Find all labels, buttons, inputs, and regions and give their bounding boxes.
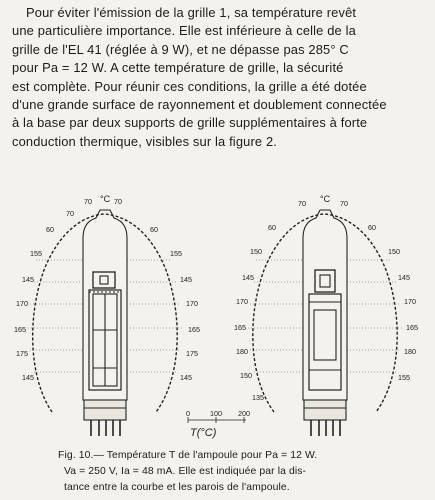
right-unit-label: °C xyxy=(320,194,331,204)
right-side-label: 150 xyxy=(388,247,400,256)
right-side-label: 180 xyxy=(404,347,416,356)
right-side-label: 155 xyxy=(170,249,182,258)
left-side-label: 165 xyxy=(234,323,246,332)
left-side-label: 145 xyxy=(22,373,34,382)
left-side-label: 145 xyxy=(242,273,254,282)
right-top-label: 70 xyxy=(298,199,306,208)
right-side-label: 155 xyxy=(398,373,410,382)
paragraph-line: une particulière importance. Elle est inférieure à celle de la xyxy=(12,23,356,39)
left-top-label: 70 xyxy=(66,209,74,218)
left-top-label: 70 xyxy=(84,197,92,206)
right-side-label: 60 xyxy=(368,223,376,232)
left-side-label: 60 xyxy=(46,225,54,234)
figure-caption xyxy=(58,448,418,496)
right-side-label: 145 xyxy=(180,275,192,284)
left-tube-pins xyxy=(91,420,120,436)
paragraph-line: pour Pa = 12 W. A cette température de grille, la sécurité xyxy=(12,60,344,76)
paragraph-line: grille de l'EL 41 (réglée à 9 W), et ne dépasse pas 285° C xyxy=(12,41,349,57)
right-leader-lines xyxy=(248,260,402,372)
left-side-label: 170 xyxy=(236,297,248,306)
left-side-label: 165 xyxy=(14,325,26,334)
paragraph-line: à la base par deux supports de grille supplémentaires à forte xyxy=(12,115,368,131)
left-top-label: 70 xyxy=(114,197,122,206)
left-tube-base xyxy=(84,400,126,420)
caption-line: Fig. 10.— Température T de l'ampoule pour Pa = 12 W. xyxy=(58,450,318,461)
paragraph-line: conduction thermique, visibles sur la figure 2. xyxy=(12,133,277,149)
paragraph-line: est complète. Pour réunir ces conditions, la grille a été dotée xyxy=(12,78,367,94)
left-side-label: 180 xyxy=(236,347,248,356)
right-top-label: 70 xyxy=(340,199,348,208)
right-side-label: 165 xyxy=(406,323,418,332)
right-tube-drawing xyxy=(303,210,347,436)
scale-tick-label: 200 xyxy=(238,409,250,418)
tube-temperature-figure xyxy=(0,190,435,450)
left-tube-drawing xyxy=(83,210,127,436)
left-side-label: 175 xyxy=(16,349,28,358)
right-tube-base xyxy=(304,400,346,420)
paragraph-line: d'une grande surface de rayonnement et doublement connectée xyxy=(12,97,387,113)
left-side-label: 60 xyxy=(268,223,276,232)
scale-tick-label: 100 xyxy=(210,409,222,418)
scale-tick-label: 0 xyxy=(186,409,190,418)
right-tube-pins xyxy=(311,420,340,436)
right-tube-envelope xyxy=(303,210,347,400)
temperature-scale xyxy=(186,409,250,439)
left-side-label: 150 xyxy=(250,247,262,256)
paragraph-line: Pour éviter l'émission de la grille 1, sa température revêt xyxy=(26,5,357,20)
left-side-label: 145 xyxy=(22,275,34,284)
body-paragraph xyxy=(12,4,426,151)
right-side-label: 170 xyxy=(186,299,198,308)
caption-line: tance entre la courbe et les parois de l'ampoule. xyxy=(64,482,290,493)
left-side-label: 155 xyxy=(30,249,42,258)
right-temperature-curve xyxy=(253,214,397,412)
left-side-label: 135 xyxy=(252,393,264,402)
scale-unit-label: T(°C) xyxy=(190,427,217,439)
caption-line: Va = 250 V, Ia = 48 mA. Elle est indiquée par la dis- xyxy=(64,466,307,477)
right-side-label: 170 xyxy=(404,297,416,306)
left-side-label: 150 xyxy=(240,371,252,380)
right-side-label: 165 xyxy=(188,325,200,334)
right-side-label: 145 xyxy=(398,273,410,282)
right-side-label: 145 xyxy=(180,373,192,382)
right-side-label: 60 xyxy=(150,225,158,234)
left-side-label: 170 xyxy=(16,299,28,308)
left-unit-label: °C xyxy=(100,194,111,204)
right-side-label: 175 xyxy=(186,349,198,358)
